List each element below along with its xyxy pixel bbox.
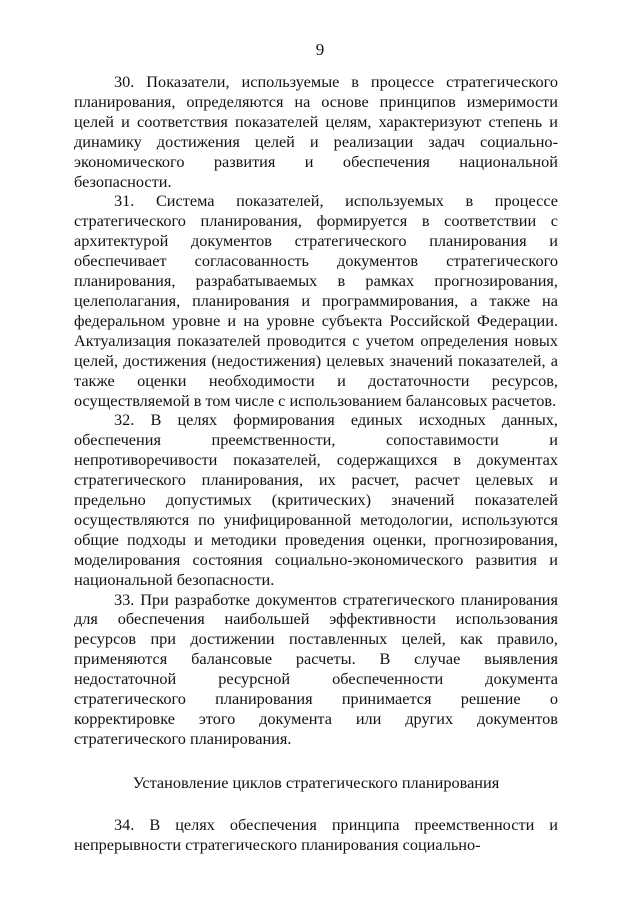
section-heading: Установление циклов стратегического планирования <box>132 772 500 792</box>
paragraph-32: 32. В целях формирования единых исходных данных, обеспечения преемственности, сопоставимости и непротиворечивости показателей, содержащихся в документах стратегического планирования, их расчет, расчет целевых и предельно допустимых (критических) значений показателей осуществляются по унифицированной методологии, используются общие подходы и методики проведения оценки, прогнозирования, моделирования состояния социально-экономического развития и национальной безопасности. <box>74 410 558 589</box>
paragraph-30: 30. Показатели, используемые в процессе стратегического планирования, определяются на основе принципов измеримости целей и соответствия показателей целям, характеризуют степень и динамику достижения целей и реализации задач социально-экономического развития и обеспечения национальной безопасности. <box>74 72 558 191</box>
paragraph-34: 34. В целях обеспечения принципа преемственности и непрерывности стратегического планирования социально- <box>74 814 558 854</box>
page-number: 9 <box>315 40 325 59</box>
paragraph-33: 33. При разработке документов стратегического планирования для обеспечения наибольшей эффективности использования ресурсов при достижении поставленных целей, как правило, применяются балансовые расчеты. В случае выявления недостаточной ресурсной обеспеченности документа стратегического планирования принимается решение о корректировке этого документа или других документов стратегического планирования. <box>74 589 558 748</box>
paragraph-31: 31. Система показателей, используемых в процессе стратегического планирования, формируется в соответствии с архитектурой документов стратегического планирования и обеспечивает согласованность документов стратегического планирования, разрабатываемых в рамках прогнозирования, целеполагания, планирования и программирования, а также на федеральном уровне и на уровне субъекта Российской Федерации. Актуализация показателей проводится с учетом определения новых целей, достижения (недостижения) целевых значений показателей, а также оценки необходимости и достаточности ресурсов, осуществляемой в том числе с использованием балансовых расчетов. <box>74 191 558 410</box>
document-body <box>74 72 558 855</box>
